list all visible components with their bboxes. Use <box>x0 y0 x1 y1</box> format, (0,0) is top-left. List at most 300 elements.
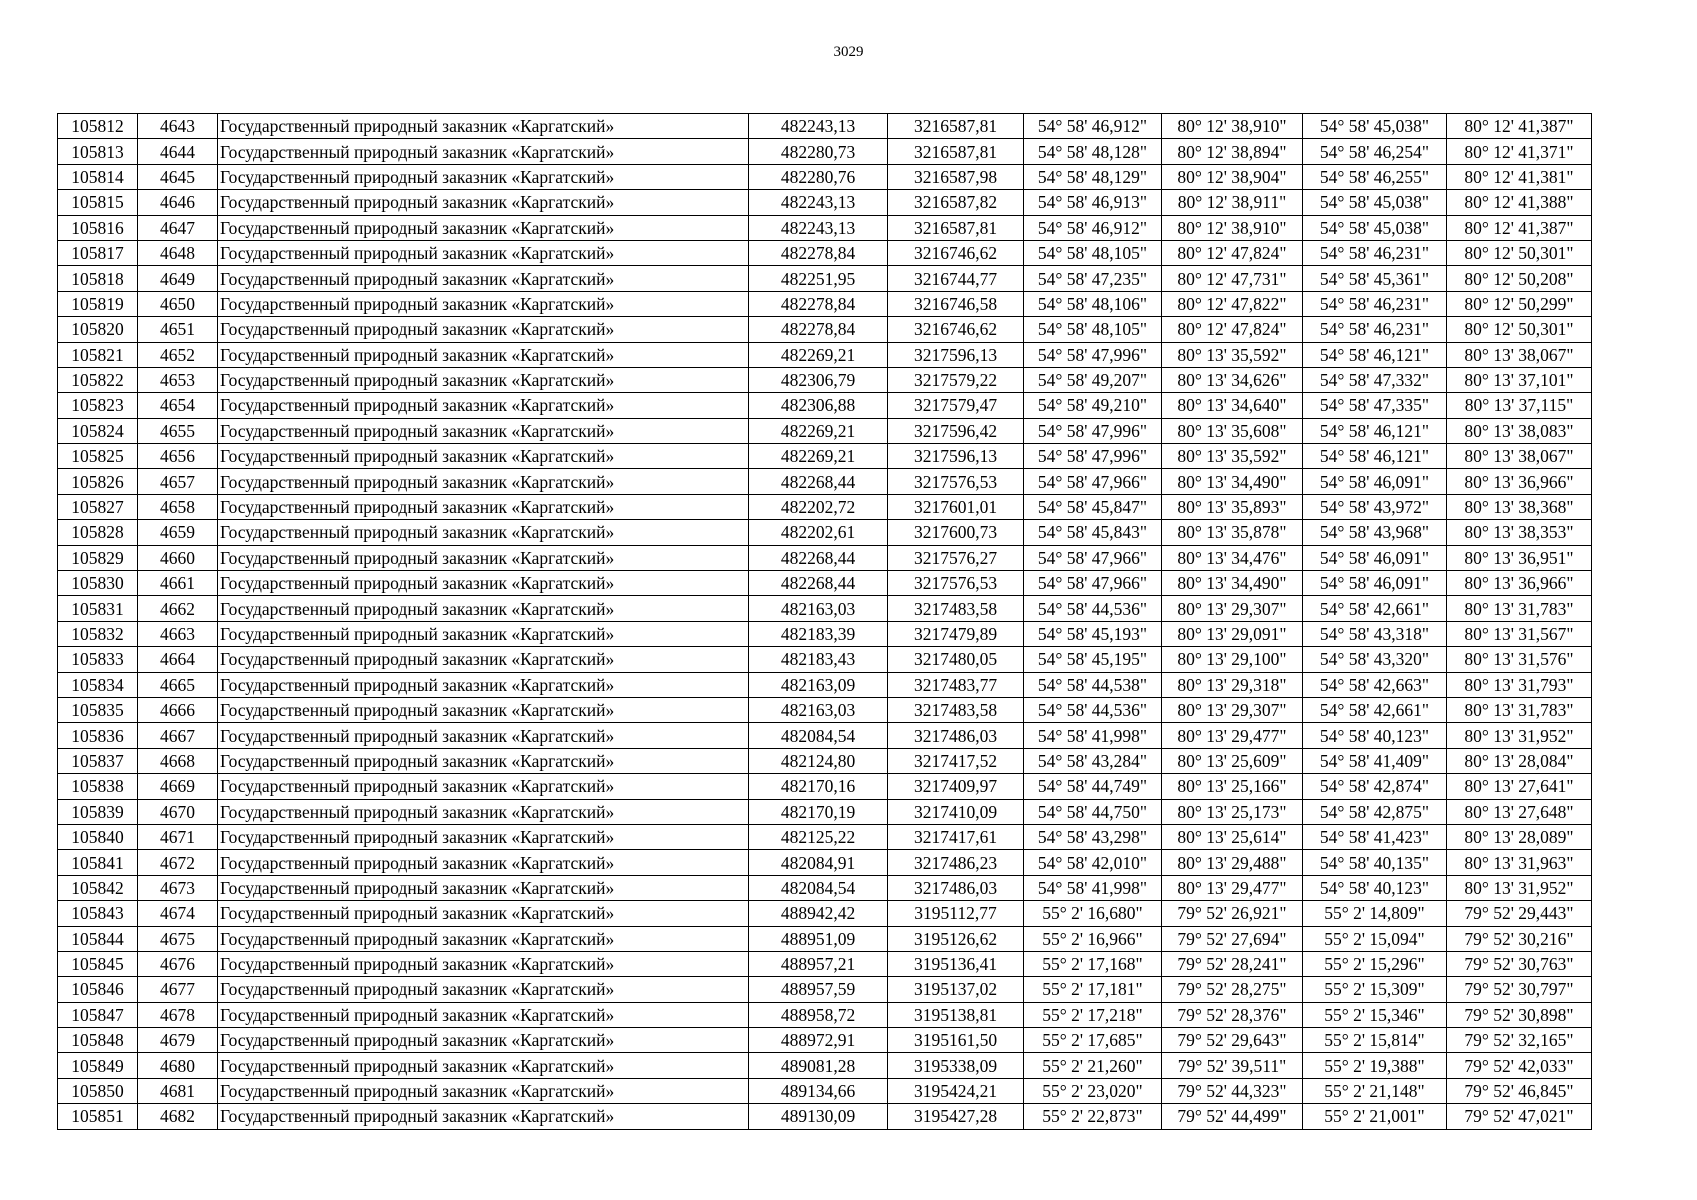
table-row <box>58 926 1592 951</box>
table-row <box>58 1028 1592 1053</box>
latitude-1-cell: 54° 58' 47,966" <box>1024 571 1162 596</box>
y-coordinate-cell: 3216587,81 <box>888 114 1024 139</box>
object-name-cell: Государственный природный заказник «Каргатский» <box>218 672 749 697</box>
latitude-2-cell: 54° 58' 45,361" <box>1303 266 1447 291</box>
x-coordinate-cell: 488957,59 <box>749 977 888 1002</box>
row-id-cell: 105828 <box>58 520 138 545</box>
latitude-2-cell: 55° 2' 21,148" <box>1303 1078 1447 1103</box>
y-coordinate-cell: 3217417,52 <box>888 748 1024 773</box>
table-row <box>58 571 1592 596</box>
table-row <box>58 291 1592 316</box>
longitude-1-cell: 80° 13' 29,488" <box>1162 850 1303 875</box>
longitude-1-cell: 80° 13' 29,477" <box>1162 723 1303 748</box>
row-id-cell: 105824 <box>58 418 138 443</box>
longitude-2-cell: 80° 12' 50,299" <box>1447 291 1592 316</box>
object-name-cell: Государственный природный заказник «Каргатский» <box>218 850 749 875</box>
object-name-cell: Государственный природный заказник «Каргатский» <box>218 164 749 189</box>
longitude-2-cell: 80° 12' 41,371" <box>1447 139 1592 164</box>
point-number-cell: 4653 <box>138 367 218 392</box>
latitude-1-cell: 54° 58' 43,298" <box>1024 824 1162 849</box>
table-row <box>58 977 1592 1002</box>
latitude-1-cell: 54° 58' 44,750" <box>1024 799 1162 824</box>
object-name-cell: Государственный природный заказник «Каргатский» <box>218 824 749 849</box>
longitude-1-cell: 80° 12' 38,911" <box>1162 190 1303 215</box>
row-id-cell: 105849 <box>58 1053 138 1078</box>
object-name-cell: Государственный природный заказник «Каргатский» <box>218 291 749 316</box>
x-coordinate-cell: 482280,73 <box>749 139 888 164</box>
longitude-2-cell: 80° 13' 38,353" <box>1447 520 1592 545</box>
point-number-cell: 4682 <box>138 1104 218 1129</box>
row-id-cell: 105836 <box>58 723 138 748</box>
object-name-cell: Государственный природный заказник «Каргатский» <box>218 545 749 570</box>
longitude-1-cell: 80° 13' 29,091" <box>1162 621 1303 646</box>
table-row <box>58 418 1592 443</box>
latitude-2-cell: 54° 58' 47,332" <box>1303 367 1447 392</box>
row-id-cell: 105821 <box>58 342 138 367</box>
longitude-1-cell: 80° 12' 38,910" <box>1162 215 1303 240</box>
latitude-1-cell: 54° 58' 46,913" <box>1024 190 1162 215</box>
table-row <box>58 317 1592 342</box>
longitude-2-cell: 80° 13' 37,101" <box>1447 367 1592 392</box>
latitude-1-cell: 55° 2' 16,680" <box>1024 901 1162 926</box>
row-id-cell: 105819 <box>58 291 138 316</box>
point-number-cell: 4660 <box>138 545 218 570</box>
table-row <box>58 621 1592 646</box>
latitude-2-cell: 54° 58' 47,335" <box>1303 393 1447 418</box>
object-name-cell: Государственный природный заказник «Каргатский» <box>218 1002 749 1027</box>
table-row <box>58 1053 1592 1078</box>
longitude-2-cell: 80° 13' 31,952" <box>1447 723 1592 748</box>
point-number-cell: 4666 <box>138 697 218 722</box>
y-coordinate-cell: 3195126,62 <box>888 926 1024 951</box>
longitude-1-cell: 79° 52' 27,694" <box>1162 926 1303 951</box>
row-id-cell: 105835 <box>58 697 138 722</box>
table-row <box>58 190 1592 215</box>
longitude-1-cell: 80° 13' 29,318" <box>1162 672 1303 697</box>
y-coordinate-cell: 3195137,02 <box>888 977 1024 1002</box>
row-id-cell: 105816 <box>58 215 138 240</box>
longitude-2-cell: 80° 13' 28,089" <box>1447 824 1592 849</box>
y-coordinate-cell: 3216587,81 <box>888 139 1024 164</box>
table-row <box>58 444 1592 469</box>
table-row <box>58 342 1592 367</box>
x-coordinate-cell: 482306,88 <box>749 393 888 418</box>
y-coordinate-cell: 3217596,42 <box>888 418 1024 443</box>
object-name-cell: Государственный природный заказник «Каргатский» <box>218 697 749 722</box>
table-row <box>58 672 1592 697</box>
latitude-2-cell: 54° 58' 46,091" <box>1303 545 1447 570</box>
row-id-cell: 105842 <box>58 875 138 900</box>
row-id-cell: 105839 <box>58 799 138 824</box>
longitude-1-cell: 80° 13' 35,878" <box>1162 520 1303 545</box>
point-number-cell: 4671 <box>138 824 218 849</box>
point-number-cell: 4669 <box>138 774 218 799</box>
longitude-1-cell: 80° 13' 35,592" <box>1162 342 1303 367</box>
longitude-1-cell: 80° 13' 34,476" <box>1162 545 1303 570</box>
latitude-2-cell: 54° 58' 42,874" <box>1303 774 1447 799</box>
longitude-2-cell: 80° 12' 41,387" <box>1447 114 1592 139</box>
longitude-1-cell: 80° 12' 38,910" <box>1162 114 1303 139</box>
latitude-1-cell: 55° 2' 23,020" <box>1024 1078 1162 1103</box>
longitude-1-cell: 80° 13' 34,640" <box>1162 393 1303 418</box>
x-coordinate-cell: 482183,39 <box>749 621 888 646</box>
latitude-2-cell: 54° 58' 42,663" <box>1303 672 1447 697</box>
latitude-1-cell: 54° 58' 41,998" <box>1024 875 1162 900</box>
latitude-2-cell: 54° 58' 46,255" <box>1303 164 1447 189</box>
row-id-cell: 105823 <box>58 393 138 418</box>
object-name-cell: Государственный природный заказник «Каргатский» <box>218 342 749 367</box>
y-coordinate-cell: 3217486,03 <box>888 723 1024 748</box>
row-id-cell: 105851 <box>58 1104 138 1129</box>
latitude-2-cell: 55° 2' 19,388" <box>1303 1053 1447 1078</box>
row-id-cell: 105845 <box>58 951 138 976</box>
point-number-cell: 4648 <box>138 240 218 265</box>
longitude-2-cell: 80° 13' 31,783" <box>1447 596 1592 621</box>
table-row <box>58 240 1592 265</box>
longitude-2-cell: 80° 13' 31,952" <box>1447 875 1592 900</box>
object-name-cell: Государственный природный заказник «Каргатский» <box>218 951 749 976</box>
object-name-cell: Государственный природный заказник «Каргатский» <box>218 774 749 799</box>
latitude-1-cell: 54° 58' 44,538" <box>1024 672 1162 697</box>
longitude-1-cell: 79° 52' 28,376" <box>1162 1002 1303 1027</box>
x-coordinate-cell: 488957,21 <box>749 951 888 976</box>
y-coordinate-cell: 3217596,13 <box>888 342 1024 367</box>
row-id-cell: 105838 <box>58 774 138 799</box>
row-id-cell: 105832 <box>58 621 138 646</box>
latitude-1-cell: 54° 58' 42,010" <box>1024 850 1162 875</box>
longitude-2-cell: 80° 12' 41,381" <box>1447 164 1592 189</box>
y-coordinate-cell: 3216744,77 <box>888 266 1024 291</box>
point-number-cell: 4659 <box>138 520 218 545</box>
longitude-1-cell: 80° 13' 29,100" <box>1162 647 1303 672</box>
object-name-cell: Государственный природный заказник «Каргатский» <box>218 647 749 672</box>
y-coordinate-cell: 3195138,81 <box>888 1002 1024 1027</box>
row-id-cell: 105825 <box>58 444 138 469</box>
latitude-2-cell: 54° 58' 46,231" <box>1303 240 1447 265</box>
longitude-1-cell: 80° 13' 29,477" <box>1162 875 1303 900</box>
latitude-2-cell: 54° 58' 42,875" <box>1303 799 1447 824</box>
y-coordinate-cell: 3216587,82 <box>888 190 1024 215</box>
point-number-cell: 4662 <box>138 596 218 621</box>
row-id-cell: 105812 <box>58 114 138 139</box>
table-row <box>58 951 1592 976</box>
latitude-1-cell: 54° 58' 46,912" <box>1024 114 1162 139</box>
x-coordinate-cell: 482268,44 <box>749 469 888 494</box>
longitude-1-cell: 80° 13' 25,166" <box>1162 774 1303 799</box>
latitude-1-cell: 54° 58' 44,536" <box>1024 596 1162 621</box>
x-coordinate-cell: 482306,79 <box>749 367 888 392</box>
longitude-2-cell: 80° 13' 27,641" <box>1447 774 1592 799</box>
point-number-cell: 4679 <box>138 1028 218 1053</box>
y-coordinate-cell: 3195112,77 <box>888 901 1024 926</box>
longitude-1-cell: 79° 52' 44,323" <box>1162 1078 1303 1103</box>
object-name-cell: Государственный природный заказник «Каргатский» <box>218 317 749 342</box>
longitude-2-cell: 80° 13' 28,084" <box>1447 748 1592 773</box>
latitude-2-cell: 54° 58' 43,320" <box>1303 647 1447 672</box>
latitude-2-cell: 54° 58' 46,231" <box>1303 291 1447 316</box>
latitude-1-cell: 54° 58' 47,235" <box>1024 266 1162 291</box>
object-name-cell: Государственный природный заказник «Каргатский» <box>218 190 749 215</box>
row-id-cell: 105814 <box>58 164 138 189</box>
latitude-1-cell: 55° 2' 17,685" <box>1024 1028 1162 1053</box>
point-number-cell: 4646 <box>138 190 218 215</box>
table-row <box>58 545 1592 570</box>
latitude-2-cell: 54° 58' 45,038" <box>1303 114 1447 139</box>
point-number-cell: 4644 <box>138 139 218 164</box>
row-id-cell: 105840 <box>58 824 138 849</box>
y-coordinate-cell: 3217480,05 <box>888 647 1024 672</box>
x-coordinate-cell: 482183,43 <box>749 647 888 672</box>
latitude-1-cell: 54° 58' 45,195" <box>1024 647 1162 672</box>
object-name-cell: Государственный природный заказник «Каргатский» <box>218 418 749 443</box>
table-row <box>58 367 1592 392</box>
object-name-cell: Государственный природный заказник «Каргатский» <box>218 596 749 621</box>
point-number-cell: 4650 <box>138 291 218 316</box>
x-coordinate-cell: 482243,13 <box>749 114 888 139</box>
table-row <box>58 824 1592 849</box>
y-coordinate-cell: 3217596,13 <box>888 444 1024 469</box>
table-row <box>58 596 1592 621</box>
longitude-2-cell: 79° 52' 29,443" <box>1447 901 1592 926</box>
y-coordinate-cell: 3195338,09 <box>888 1053 1024 1078</box>
latitude-2-cell: 54° 58' 40,135" <box>1303 850 1447 875</box>
object-name-cell: Государственный природный заказник «Каргатский» <box>218 926 749 951</box>
row-id-cell: 105850 <box>58 1078 138 1103</box>
y-coordinate-cell: 3195427,28 <box>888 1104 1024 1129</box>
row-id-cell: 105834 <box>58 672 138 697</box>
x-coordinate-cell: 482278,84 <box>749 291 888 316</box>
x-coordinate-cell: 488972,91 <box>749 1028 888 1053</box>
longitude-2-cell: 80° 13' 31,783" <box>1447 697 1592 722</box>
longitude-2-cell: 80° 12' 41,388" <box>1447 190 1592 215</box>
latitude-1-cell: 54° 58' 47,966" <box>1024 469 1162 494</box>
row-id-cell: 105820 <box>58 317 138 342</box>
point-number-cell: 4673 <box>138 875 218 900</box>
latitude-1-cell: 54° 58' 48,106" <box>1024 291 1162 316</box>
latitude-1-cell: 54° 58' 41,998" <box>1024 723 1162 748</box>
latitude-1-cell: 54° 58' 47,966" <box>1024 545 1162 570</box>
object-name-cell: Государственный природный заказник «Каргатский» <box>218 799 749 824</box>
longitude-2-cell: 80° 12' 50,208" <box>1447 266 1592 291</box>
y-coordinate-cell: 3195136,41 <box>888 951 1024 976</box>
longitude-2-cell: 80° 13' 38,083" <box>1447 418 1592 443</box>
latitude-2-cell: 54° 58' 43,972" <box>1303 494 1447 519</box>
object-name-cell: Государственный природный заказник «Каргатский» <box>218 240 749 265</box>
point-number-cell: 4672 <box>138 850 218 875</box>
longitude-2-cell: 79° 52' 42,033" <box>1447 1053 1592 1078</box>
longitude-2-cell: 80° 13' 31,793" <box>1447 672 1592 697</box>
latitude-2-cell: 54° 58' 46,091" <box>1303 469 1447 494</box>
table-row <box>58 520 1592 545</box>
point-number-cell: 4645 <box>138 164 218 189</box>
object-name-cell: Государственный природный заказник «Каргатский» <box>218 215 749 240</box>
longitude-1-cell: 80° 13' 25,609" <box>1162 748 1303 773</box>
x-coordinate-cell: 488942,42 <box>749 901 888 926</box>
table-row <box>58 215 1592 240</box>
latitude-2-cell: 54° 58' 43,318" <box>1303 621 1447 646</box>
x-coordinate-cell: 482202,72 <box>749 494 888 519</box>
longitude-2-cell: 80° 13' 37,115" <box>1447 393 1592 418</box>
object-name-cell: Государственный природный заказник «Каргатский» <box>218 621 749 646</box>
table-row <box>58 799 1592 824</box>
x-coordinate-cell: 482269,21 <box>749 418 888 443</box>
longitude-2-cell: 80° 13' 38,067" <box>1447 444 1592 469</box>
row-id-cell: 105822 <box>58 367 138 392</box>
x-coordinate-cell: 488958,72 <box>749 1002 888 1027</box>
y-coordinate-cell: 3217417,61 <box>888 824 1024 849</box>
latitude-2-cell: 54° 58' 46,121" <box>1303 444 1447 469</box>
latitude-2-cell: 55° 2' 15,309" <box>1303 977 1447 1002</box>
point-number-cell: 4665 <box>138 672 218 697</box>
x-coordinate-cell: 482278,84 <box>749 317 888 342</box>
y-coordinate-cell: 3195161,50 <box>888 1028 1024 1053</box>
row-id-cell: 105815 <box>58 190 138 215</box>
table-row <box>58 494 1592 519</box>
row-id-cell: 105837 <box>58 748 138 773</box>
latitude-1-cell: 54° 58' 49,207" <box>1024 367 1162 392</box>
x-coordinate-cell: 489134,66 <box>749 1078 888 1103</box>
table-row <box>58 1078 1592 1103</box>
table-row <box>58 393 1592 418</box>
point-number-cell: 4658 <box>138 494 218 519</box>
longitude-1-cell: 80° 12' 47,824" <box>1162 317 1303 342</box>
object-name-cell: Государственный природный заказник «Каргатский» <box>218 469 749 494</box>
point-number-cell: 4651 <box>138 317 218 342</box>
latitude-2-cell: 54° 58' 41,409" <box>1303 748 1447 773</box>
x-coordinate-cell: 489130,09 <box>749 1104 888 1129</box>
object-name-cell: Государственный природный заказник «Каргатский» <box>218 266 749 291</box>
latitude-2-cell: 55° 2' 15,814" <box>1303 1028 1447 1053</box>
x-coordinate-cell: 482170,19 <box>749 799 888 824</box>
latitude-2-cell: 54° 58' 46,254" <box>1303 139 1447 164</box>
latitude-2-cell: 54° 58' 42,661" <box>1303 697 1447 722</box>
point-number-cell: 4678 <box>138 1002 218 1027</box>
longitude-1-cell: 80° 13' 29,307" <box>1162 596 1303 621</box>
point-number-cell: 4676 <box>138 951 218 976</box>
longitude-1-cell: 80° 12' 38,894" <box>1162 139 1303 164</box>
y-coordinate-cell: 3217579,22 <box>888 367 1024 392</box>
table-row <box>58 266 1592 291</box>
longitude-1-cell: 80° 12' 47,731" <box>1162 266 1303 291</box>
latitude-2-cell: 54° 58' 40,123" <box>1303 875 1447 900</box>
object-name-cell: Государственный природный заказник «Каргатский» <box>218 748 749 773</box>
latitude-1-cell: 54° 58' 47,996" <box>1024 444 1162 469</box>
table-row <box>58 1104 1592 1129</box>
y-coordinate-cell: 3217410,09 <box>888 799 1024 824</box>
table-row <box>58 647 1592 672</box>
y-coordinate-cell: 3216746,58 <box>888 291 1024 316</box>
latitude-2-cell: 54° 58' 45,038" <box>1303 215 1447 240</box>
point-number-cell: 4670 <box>138 799 218 824</box>
point-number-cell: 4664 <box>138 647 218 672</box>
y-coordinate-cell: 3217483,58 <box>888 596 1024 621</box>
row-id-cell: 105818 <box>58 266 138 291</box>
row-id-cell: 105813 <box>58 139 138 164</box>
object-name-cell: Государственный природный заказник «Каргатский» <box>218 723 749 748</box>
x-coordinate-cell: 482269,21 <box>749 444 888 469</box>
longitude-2-cell: 80° 12' 41,387" <box>1447 215 1592 240</box>
object-name-cell: Государственный природный заказник «Каргатский» <box>218 520 749 545</box>
table-row <box>58 748 1592 773</box>
page-number: 3029 <box>833 44 864 60</box>
latitude-1-cell: 54° 58' 48,129" <box>1024 164 1162 189</box>
point-number-cell: 4681 <box>138 1078 218 1103</box>
point-number-cell: 4677 <box>138 977 218 1002</box>
table-row <box>58 774 1592 799</box>
y-coordinate-cell: 3217486,03 <box>888 875 1024 900</box>
latitude-1-cell: 55° 2' 17,218" <box>1024 1002 1162 1027</box>
longitude-1-cell: 80° 13' 29,307" <box>1162 697 1303 722</box>
longitude-2-cell: 80° 13' 31,567" <box>1447 621 1592 646</box>
y-coordinate-cell: 3217409,97 <box>888 774 1024 799</box>
coordinates-table <box>57 113 1592 1130</box>
point-number-cell: 4667 <box>138 723 218 748</box>
longitude-2-cell: 79° 52' 30,763" <box>1447 951 1592 976</box>
x-coordinate-cell: 482243,13 <box>749 190 888 215</box>
latitude-1-cell: 54° 58' 49,210" <box>1024 393 1162 418</box>
y-coordinate-cell: 3216587,81 <box>888 215 1024 240</box>
longitude-2-cell: 79° 52' 47,021" <box>1447 1104 1592 1129</box>
longitude-1-cell: 80° 12' 47,822" <box>1162 291 1303 316</box>
y-coordinate-cell: 3217576,53 <box>888 571 1024 596</box>
x-coordinate-cell: 482170,16 <box>749 774 888 799</box>
row-id-cell: 105831 <box>58 596 138 621</box>
latitude-2-cell: 54° 58' 40,123" <box>1303 723 1447 748</box>
x-coordinate-cell: 482251,95 <box>749 266 888 291</box>
object-name-cell: Государственный природный заказник «Каргатский» <box>218 977 749 1002</box>
longitude-1-cell: 79° 52' 39,511" <box>1162 1053 1303 1078</box>
longitude-1-cell: 79° 52' 26,921" <box>1162 901 1303 926</box>
longitude-2-cell: 79° 52' 32,165" <box>1447 1028 1592 1053</box>
longitude-2-cell: 79° 52' 46,845" <box>1447 1078 1592 1103</box>
row-id-cell: 105848 <box>58 1028 138 1053</box>
latitude-2-cell: 55° 2' 21,001" <box>1303 1104 1447 1129</box>
object-name-cell: Государственный природный заказник «Каргатский» <box>218 114 749 139</box>
object-name-cell: Государственный природный заказник «Каргатский» <box>218 901 749 926</box>
table-row <box>58 139 1592 164</box>
longitude-2-cell: 80° 13' 38,067" <box>1447 342 1592 367</box>
point-number-cell: 4657 <box>138 469 218 494</box>
table-row <box>58 469 1592 494</box>
table-row <box>58 114 1592 139</box>
y-coordinate-cell: 3217576,53 <box>888 469 1024 494</box>
row-id-cell: 105843 <box>58 901 138 926</box>
latitude-1-cell: 54° 58' 47,996" <box>1024 418 1162 443</box>
point-number-cell: 4663 <box>138 621 218 646</box>
x-coordinate-cell: 488951,09 <box>749 926 888 951</box>
latitude-1-cell: 55° 2' 22,873" <box>1024 1104 1162 1129</box>
x-coordinate-cell: 482125,22 <box>749 824 888 849</box>
x-coordinate-cell: 482268,44 <box>749 571 888 596</box>
table-row <box>58 901 1592 926</box>
y-coordinate-cell: 3217576,27 <box>888 545 1024 570</box>
object-name-cell: Государственный природный заказник «Каргатский» <box>218 1053 749 1078</box>
latitude-2-cell: 55° 2' 15,296" <box>1303 951 1447 976</box>
latitude-1-cell: 55° 2' 17,181" <box>1024 977 1162 1002</box>
object-name-cell: Государственный природный заказник «Каргатский» <box>218 875 749 900</box>
x-coordinate-cell: 482280,76 <box>749 164 888 189</box>
x-coordinate-cell: 482163,09 <box>749 672 888 697</box>
x-coordinate-cell: 482269,21 <box>749 342 888 367</box>
table-row <box>58 1002 1592 1027</box>
latitude-2-cell: 54° 58' 46,121" <box>1303 418 1447 443</box>
latitude-2-cell: 55° 2' 15,094" <box>1303 926 1447 951</box>
point-number-cell: 4652 <box>138 342 218 367</box>
x-coordinate-cell: 482243,13 <box>749 215 888 240</box>
object-name-cell: Государственный природный заказник «Каргатский» <box>218 1104 749 1129</box>
latitude-1-cell: 54° 58' 48,128" <box>1024 139 1162 164</box>
table-row <box>58 164 1592 189</box>
